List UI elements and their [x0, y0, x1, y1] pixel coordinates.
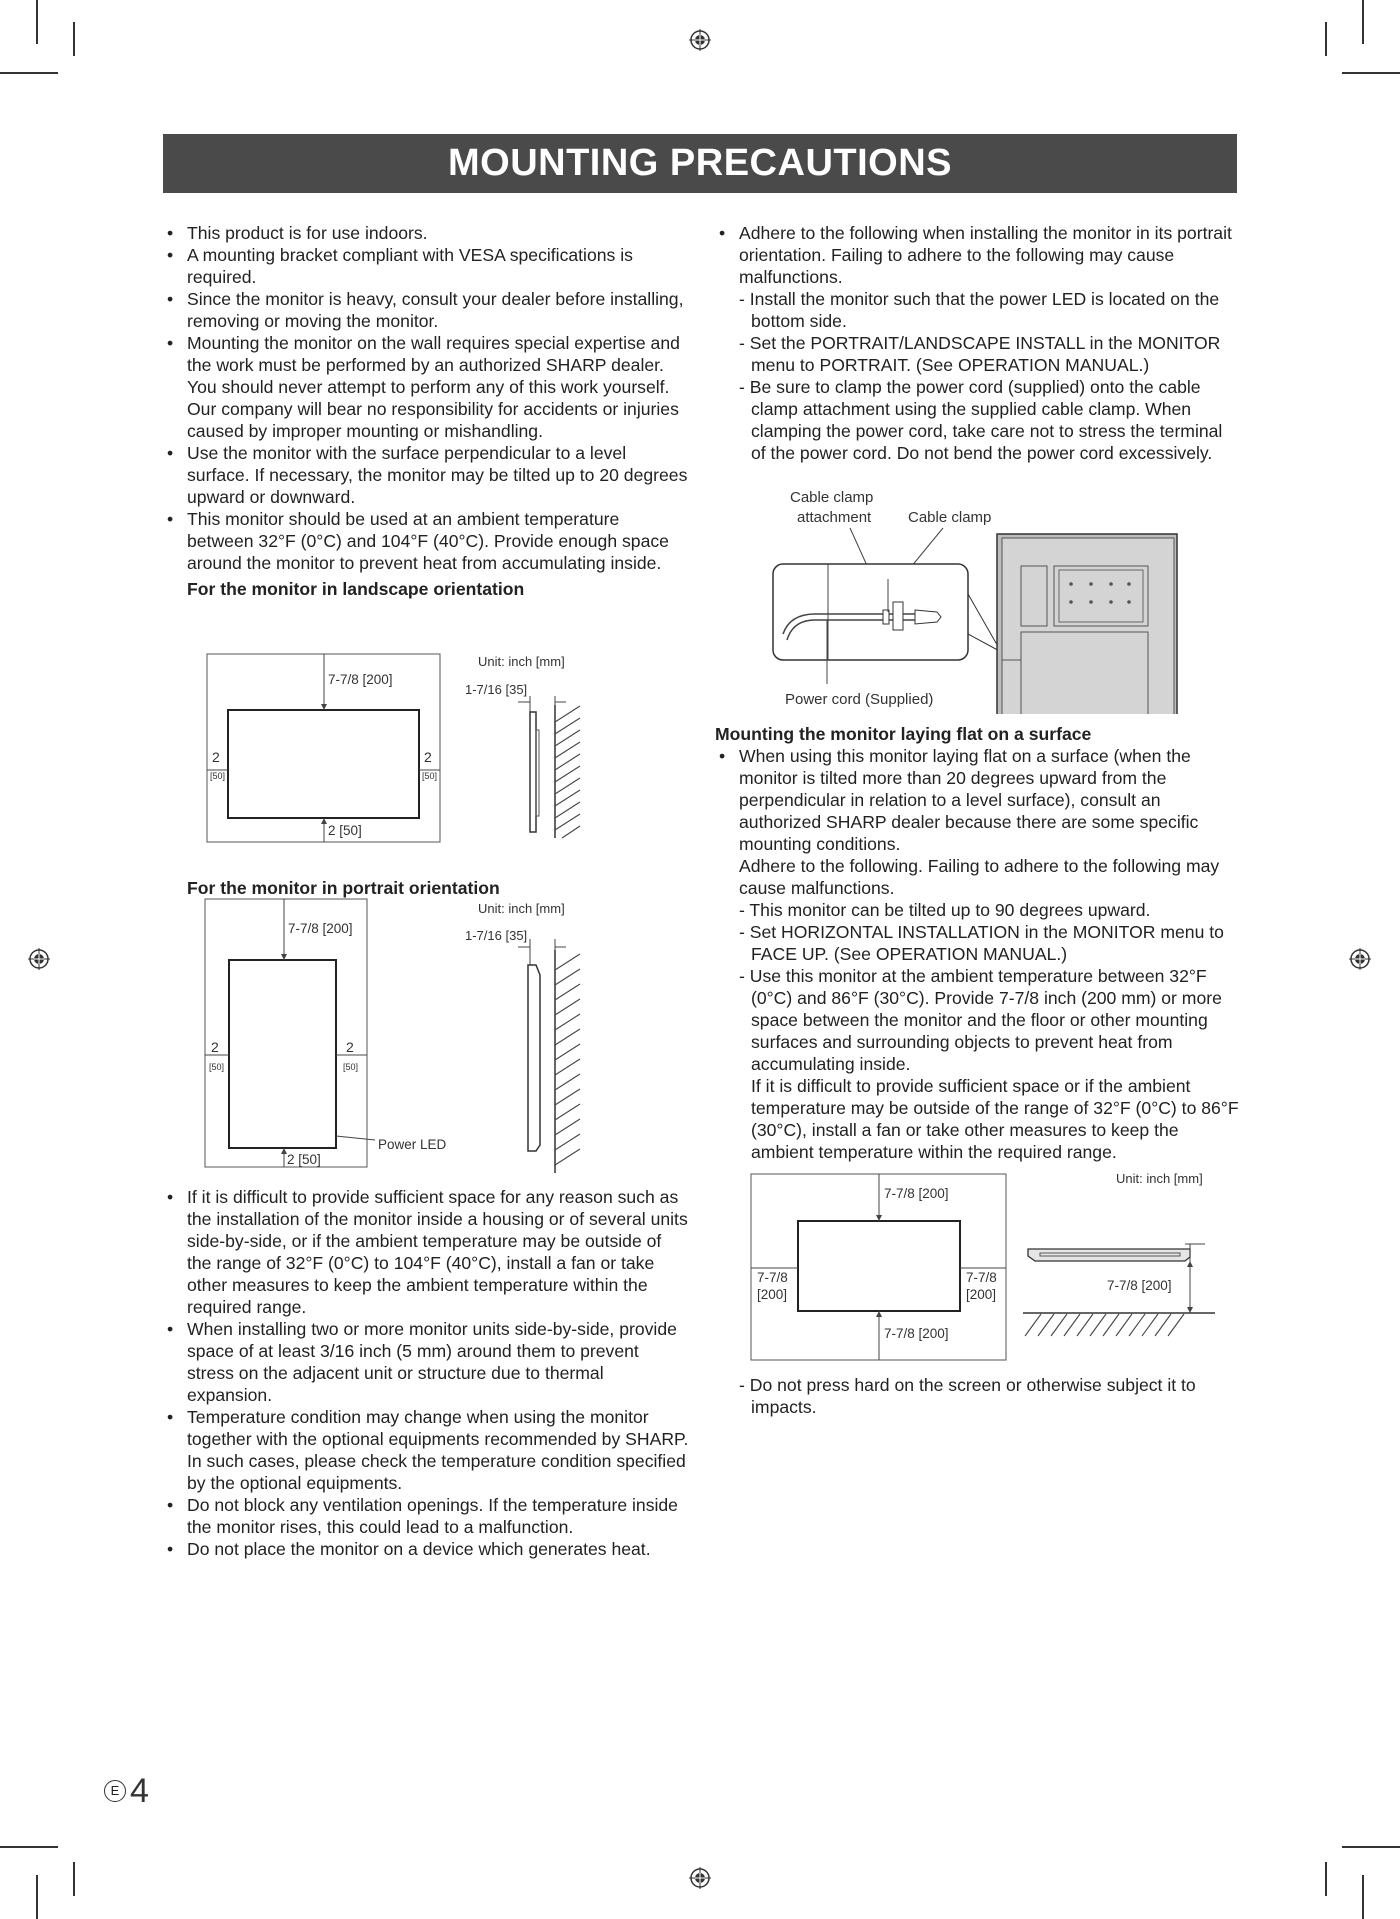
registration-mark-icon: [689, 1867, 711, 1889]
list-item: • Use the monitor with the surface perpendicular to a level surface. If necessary, the monitor may be tilted up to 20 degrees upward or downward.: [163, 442, 689, 508]
registration-mark-icon: [689, 29, 711, 51]
crop-mark: [36, 0, 38, 44]
registration-mark-icon: [1349, 948, 1371, 970]
side-clearance-mm: [50]: [343, 1062, 359, 1072]
side-clearance-mm: [200]: [966, 1287, 997, 1302]
page-title: MOUNTING PRECAUTIONS: [163, 134, 1237, 193]
top-clearance-label: 7-7/8 [200]: [328, 672, 393, 687]
side-clearance-label: 2: [424, 749, 432, 765]
dash-item: - Be sure to clamp the power cord (supplied) onto the cable clamp attachment using the supplied cable clamp. When clamping the power cord, take care not to stress the terminal of the power cord. Do not bend the power cord excessively.: [739, 377, 1223, 463]
power-cord-label: Power cord (Supplied): [785, 691, 934, 708]
left-column-top: [163, 222, 689, 600]
dash-item: - This monitor can be tilted up to 90 degrees upward.: [739, 900, 1151, 920]
side-clearance-mm: [50]: [209, 1062, 225, 1072]
landscape-clearance-diagram: [200, 650, 590, 850]
list-item: • Do not place the monitor on a device which generates heat.: [163, 1538, 689, 1560]
top-clearance-label: 7-7/8 [200]: [288, 921, 353, 936]
side-clearance-label: 2: [212, 749, 220, 765]
height-clearance-label: 7-7/8 [200]: [1107, 1278, 1172, 1293]
side-clearance-mm: [200]: [757, 1287, 788, 1302]
dash-item: - Set HORIZONTAL INSTALLATION in the MONITOR menu to FACE UP. (See OPERATION MANUAL.): [739, 922, 1224, 964]
bottom-clearance-label: 2 [50]: [328, 823, 362, 838]
portrait-heading: For the monitor in portrait orientation: [187, 878, 500, 898]
crop-mark: [1325, 1862, 1327, 1896]
crop-mark: [1362, 0, 1364, 44]
cable-clamp-label: Cable clamp: [908, 509, 992, 526]
list-item: • When using this monitor laying flat on a surface (when the monitor is tilted more than 20 degrees upward from the perpendicular in relation to a level surface), consult an authorized SHARP dealer because there are some specific mounting conditions.: [715, 745, 1240, 855]
landscape-heading: For the monitor in landscape orientation: [187, 579, 525, 599]
dash-item: - Use this monitor at the ambient temperature between 32°F (0°C) and 86°F (30°C). Provide 7-7/8 inch (200 mm) or more space between the monitor and the floor or other mounting surfaces and surrounding objects to prevent heat from accumulating inside.: [739, 966, 1222, 1074]
side-clearance-label: 2: [211, 1039, 219, 1055]
registration-mark-icon: [28, 948, 50, 970]
top-clearance-label: 7-7/8 [200]: [884, 1186, 949, 1201]
unit-label: Unit: inch [mm]: [478, 654, 565, 669]
depth-label: 1-7/16 [35]: [465, 682, 528, 697]
language-mark: E: [104, 1780, 126, 1802]
power-led-label: Power LED: [378, 1137, 447, 1152]
cable-clamp-attachment-label: attachment: [797, 509, 872, 526]
list-item: • Since the monitor is heavy, consult your dealer before installing, removing or moving the monitor.: [163, 288, 689, 332]
list-item: • When installing two or more monitor units side-by-side, provide space of at least 3/16 inch (5 mm) around them to prevent stress on the adjacent unit or structure due to thermal expansion.: [163, 1318, 689, 1406]
bottom-clearance-label: 7-7/8 [200]: [884, 1326, 949, 1341]
dash-item: - Install the monitor such that the power LED is located on the bottom side.: [739, 289, 1220, 331]
list-item: • A mounting bracket compliant with VESA specifications is required.: [163, 244, 689, 288]
right-column-last: [715, 1374, 1240, 1418]
portrait-clearance-diagram: [200, 895, 590, 1175]
crop-mark: [1362, 1875, 1364, 1919]
flat-clearance-diagram: [745, 1168, 1225, 1363]
depth-label: 1-7/16 [35]: [465, 928, 528, 943]
crop-mark: [1342, 1846, 1400, 1848]
right-column-flat: [715, 723, 1240, 1163]
side-clearance-label: 7-7/8: [757, 1270, 788, 1285]
list-item: • If it is difficult to provide sufficient space for any reason such as the installation of the monitor inside a housing or of several units side-by-side, or if the ambient temperature may be outside of the range of 32°F (0°C) to 104°F (40°C), install a fan or take other measures to keep the ambient temperature within the required range.: [163, 1186, 689, 1318]
list-item: • Mounting the monitor on the wall requires special expertise and the work must be performed by an authorized SHARP dealer. You should never attempt to perform any of this work yourself. Our company will bear no responsibility for accidents or injuries caused by improper mounting or mishandling.: [163, 332, 689, 442]
crop-mark: [0, 1846, 58, 1848]
page-number: 4: [130, 1772, 149, 1810]
bottom-clearance-label: 2 [50]: [287, 1152, 321, 1167]
list-item: • This product is for use indoors.: [163, 222, 689, 244]
list-item: • Temperature condition may change when using the monitor together with the optional equipments recommended by SHARP. In such cases, please check the temperature condition specified by the optional equipments.: [163, 1406, 689, 1494]
crop-mark: [1325, 22, 1327, 56]
side-clearance-mm: [50]: [210, 771, 226, 781]
unit-label: Unit: inch [mm]: [1116, 1171, 1203, 1186]
list-item: • Adhere to the following when installing the monitor in its portrait orientation. Failing to adhere to the following may cause malfunctions.: [715, 222, 1240, 288]
flat-heading: Mounting the monitor laying flat on a surface: [715, 724, 1092, 744]
crop-mark: [36, 1875, 38, 1919]
side-clearance-mm: [50]: [422, 771, 438, 781]
cable-clamp-attachment-label: Cable clamp: [790, 489, 874, 506]
right-column-top: [715, 222, 1240, 464]
list-item: • This monitor should be used at an ambient temperature between 32°F (0°C) and 104°F (40°C). Provide enough space around the monitor to prevent heat from accumulating inside.: [163, 508, 689, 574]
crop-mark: [0, 72, 58, 74]
left-column-bottom: [163, 1186, 689, 1560]
list-item: • Do not block any ventilation openings. If the temperature inside the monitor rises, this could lead to a malfunction.: [163, 1494, 689, 1538]
side-clearance-label: 7-7/8: [966, 1270, 997, 1285]
crop-mark: [73, 22, 75, 56]
side-clearance-label: 2: [346, 1039, 354, 1055]
flat-adhere-note: Adhere to the following. Failing to adhere to the following may cause malfunctions.: [739, 856, 1220, 898]
cable-clamp-diagram: [765, 484, 1185, 714]
unit-label: Unit: inch [mm]: [478, 901, 565, 916]
crop-mark: [73, 1862, 75, 1896]
dash-item: - Do not press hard on the screen or otherwise subject it to impacts.: [739, 1375, 1196, 1417]
dash-item-continuation: If it is difficult to provide sufficient space or if the ambient temperature may be outside of the range of 32°F (0°C) to 86°F (30°C), install a fan or take other measures to keep the ambient temperature within the required range.: [751, 1076, 1239, 1162]
dash-item: - Set the PORTRAIT/LANDSCAPE INSTALL in the MONITOR menu to PORTRAIT. (See OPERATION MANUAL.): [739, 333, 1221, 375]
crop-mark: [1342, 72, 1400, 74]
